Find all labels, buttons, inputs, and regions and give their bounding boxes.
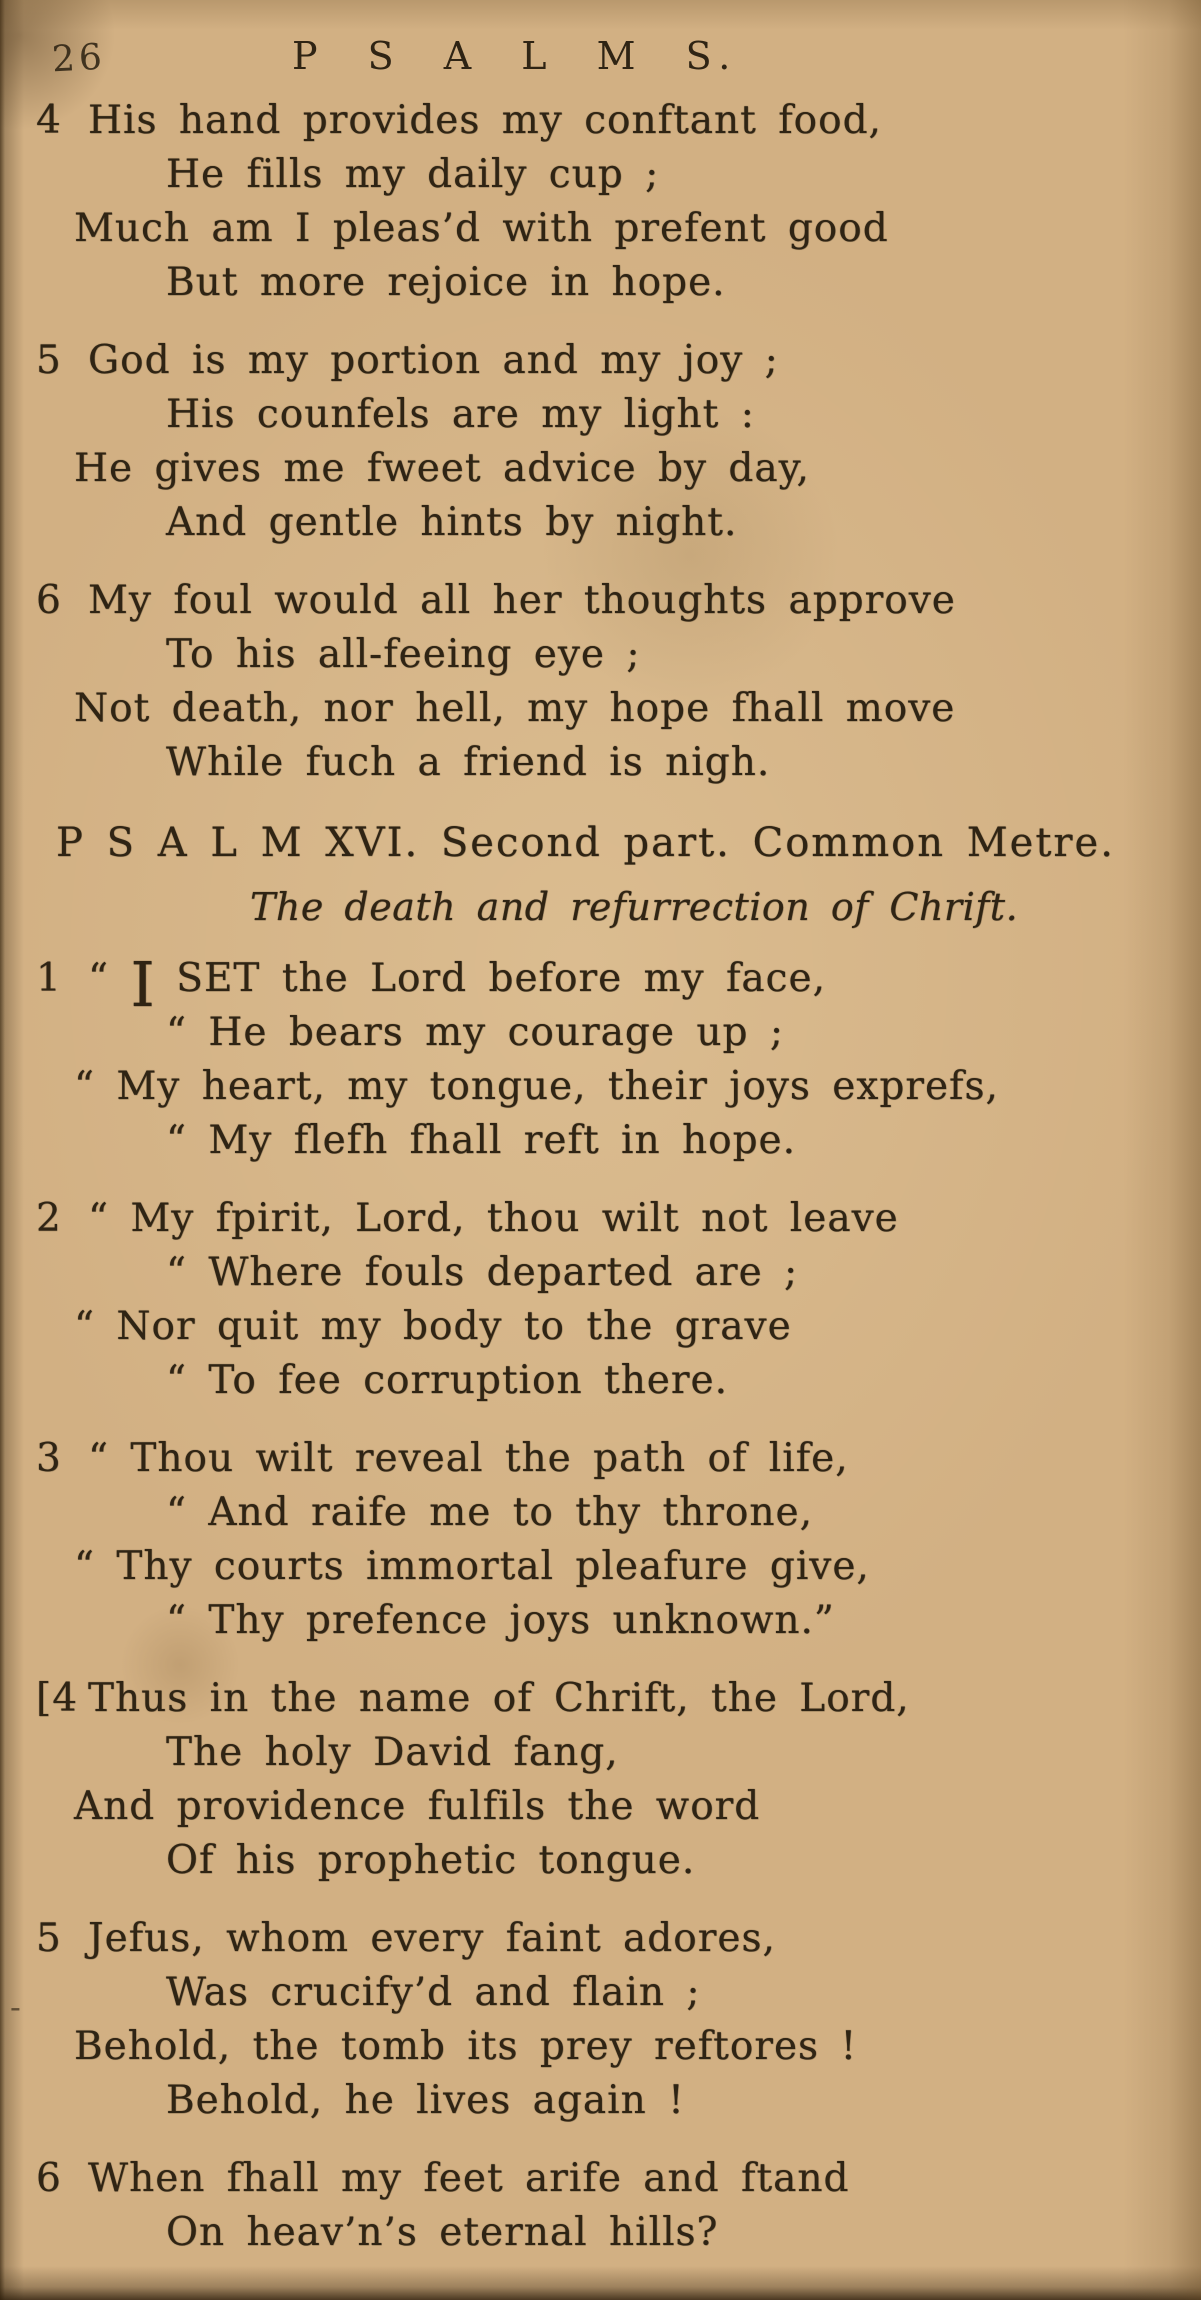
verse-number: 5 bbox=[36, 338, 62, 383]
verse-line: Of his prophetic tongue. bbox=[166, 1838, 696, 1883]
verse-line: And providence fulfils the word bbox=[74, 1784, 761, 1829]
verse-line: On heav’n’s eternal hills? bbox=[166, 2210, 719, 2255]
page-body bbox=[36, 94, 1173, 2284]
verse-line: His hand provides my conftant food, bbox=[88, 98, 882, 143]
verse-line: The holy David fang, bbox=[166, 1730, 619, 1775]
verse-line: Was crucify’d and flain ; bbox=[166, 1970, 701, 2015]
verse-number: 2 bbox=[36, 1196, 62, 1241]
stanza bbox=[36, 1912, 1173, 2128]
verse-line: His counfels are my light : bbox=[166, 392, 755, 437]
verse-number: 6 bbox=[36, 2156, 62, 2201]
verse-line: Behold, the tomb its prey reftores ! bbox=[74, 2024, 858, 2069]
verse-line: “ Nor quit my body to the grave bbox=[74, 1304, 792, 1349]
verse-line: Thus in the name of Chrift, the Lord, bbox=[88, 1676, 910, 1721]
verse-number: 5 bbox=[36, 1916, 62, 1961]
psalm-subtitle: The death and refurrection of Chrift. bbox=[250, 885, 1019, 929]
verse-line: “ And raife me to thy throne, bbox=[166, 1490, 813, 1535]
margin-mark: - bbox=[10, 1988, 21, 2026]
verse-line bbox=[88, 948, 1173, 1021]
verse-number: [4 bbox=[36, 1676, 79, 1721]
psalm-heading: P S A L M XVI. Second part. Common Metre. bbox=[56, 820, 1115, 866]
verse-line: While fuch a friend is nigh. bbox=[166, 740, 771, 785]
verse-line: Much am I pleas’d with prefent good bbox=[74, 206, 889, 251]
stanza bbox=[36, 1192, 1173, 1408]
verse-number: 6 bbox=[36, 578, 62, 623]
verse-line: And gentle hints by night. bbox=[166, 500, 738, 545]
verse-line: “ My fpirit, Lord, thou wilt not leave bbox=[88, 1196, 899, 1241]
verse-line: “ My heart, my tongue, their joys exprefs, bbox=[74, 1064, 999, 1109]
verse-line: “ Where fouls departed are ; bbox=[166, 1250, 799, 1295]
verse-line: He fills my daily cup ; bbox=[166, 152, 660, 197]
verse-number: 1 bbox=[36, 956, 62, 1001]
line-text: SET the Lord before my face, bbox=[154, 956, 826, 1001]
verse-line: “ My flefh fhall reft in hope. bbox=[166, 1118, 797, 1163]
verse-line: “ To fee corruption there. bbox=[166, 1358, 729, 1403]
stanza bbox=[36, 574, 1173, 790]
verse-line: Not death, nor hell, my hope fhall move bbox=[74, 686, 956, 731]
verse-line: When fhall my feet arife and ftand bbox=[88, 2156, 850, 2201]
verse-line: Behold, he lives again ! bbox=[166, 2078, 685, 2123]
verse-line: Jefus, whom every faint adores, bbox=[88, 1916, 776, 1961]
verse-line: He gives me fweet advice by day, bbox=[74, 446, 810, 491]
stanza bbox=[36, 948, 1173, 1168]
verse-line: God is my portion and my joy ; bbox=[88, 338, 779, 383]
verse-line: “ Thy prefence joys unknown.” bbox=[166, 1598, 835, 1643]
quote-mark: “ bbox=[88, 956, 131, 1001]
verse-number: 3 bbox=[36, 1436, 62, 1481]
stanza bbox=[36, 2152, 1173, 2260]
verse-line: But more rejoice in hope. bbox=[166, 260, 726, 305]
verse-number: 4 bbox=[36, 98, 62, 143]
stanza bbox=[36, 1672, 1173, 1888]
verse-line: To his all-feeing eye ; bbox=[166, 632, 641, 677]
running-title: P S A L M S. bbox=[292, 34, 739, 78]
stanza bbox=[36, 334, 1173, 550]
verse-line: “ Thy courts immortal pleafure give, bbox=[74, 1544, 870, 1589]
stanza bbox=[36, 1432, 1173, 1648]
verse-line: “ Thou wilt reveal the path of life, bbox=[88, 1436, 849, 1481]
verse-line: “ He bears my courage up ; bbox=[166, 1010, 784, 1055]
page-number: 26 bbox=[50, 36, 107, 81]
verse-line: My foul would all her thoughts approve bbox=[88, 578, 956, 623]
stanza bbox=[36, 94, 1173, 310]
drop-initial: I bbox=[130, 948, 155, 1021]
